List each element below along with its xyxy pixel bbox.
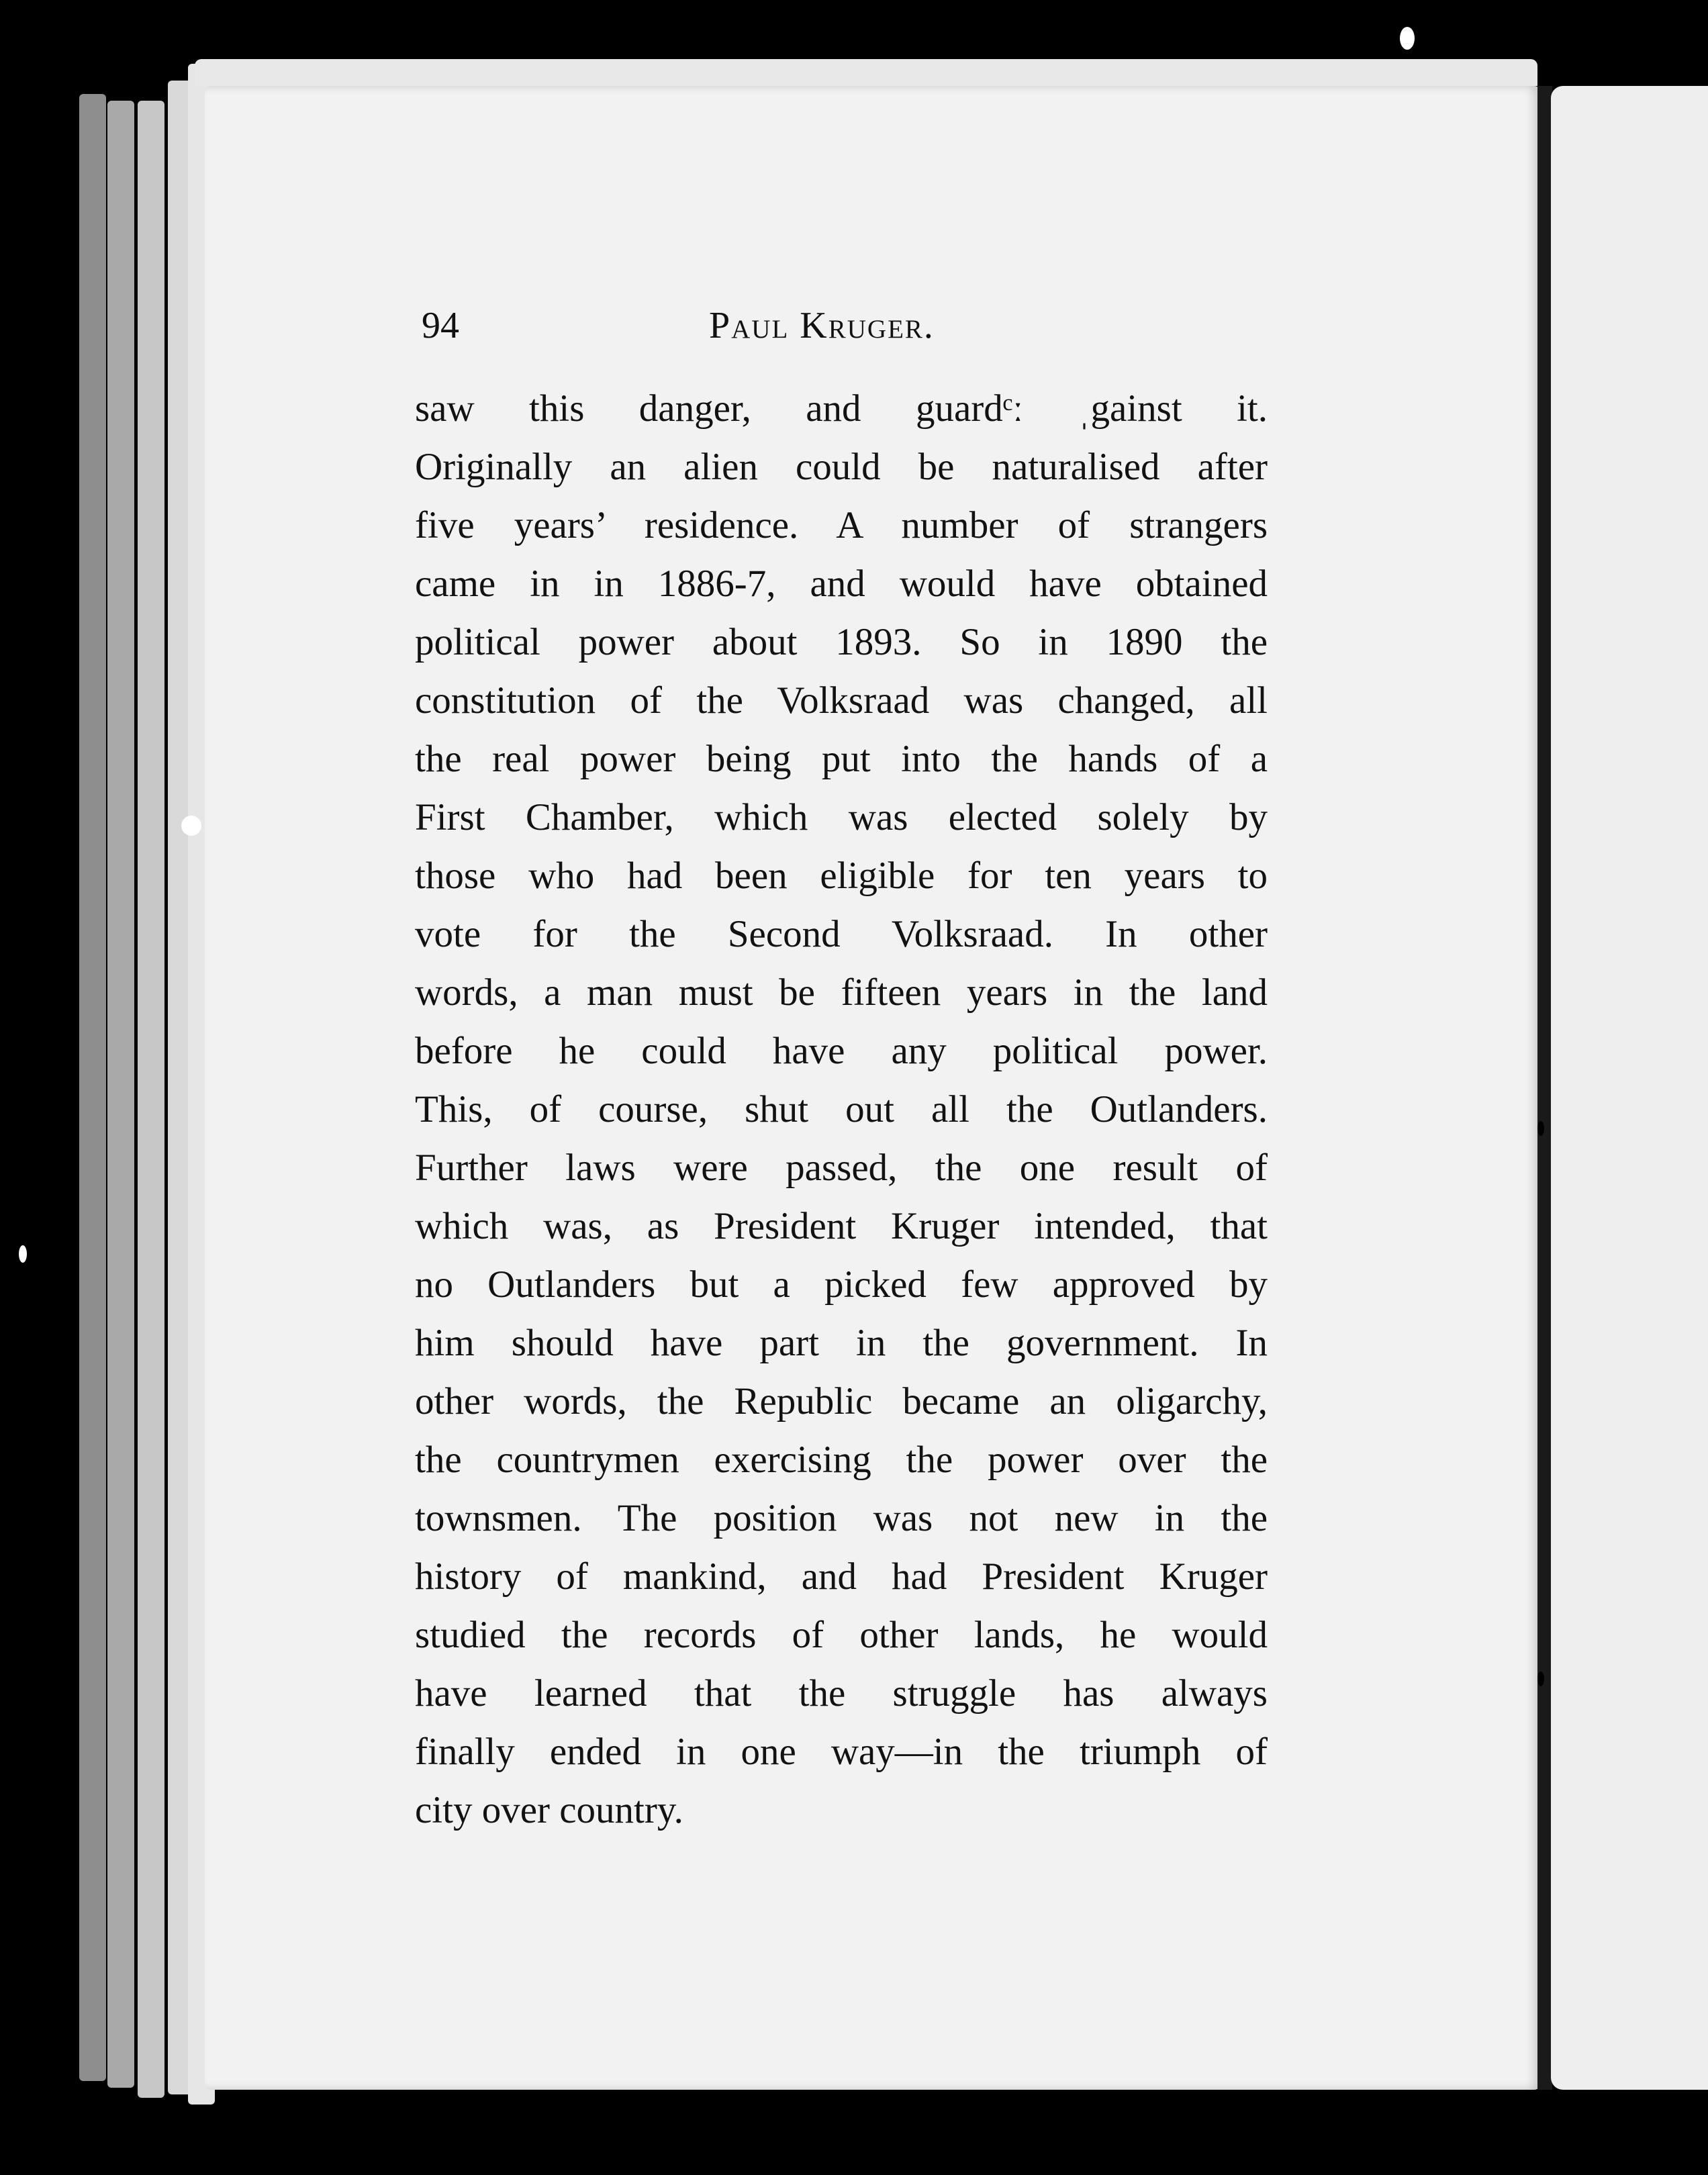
body-text xyxy=(415,379,1268,1839)
text-line: the countrymen exercising the power over the xyxy=(415,1439,1268,1481)
text-line: before he could have any political power. xyxy=(415,1030,1268,1072)
text-line: the real power being put into the hands of a xyxy=(415,738,1268,780)
page-edge xyxy=(138,101,164,2098)
page-edge xyxy=(79,94,106,2081)
text-line: This, of course, shut out all the Outlanders. xyxy=(415,1088,1268,1130)
facing-page xyxy=(1551,86,1708,2090)
text-line: studied the records of other lands, he would xyxy=(415,1614,1268,1656)
text-line: finally ended in one way—in the triumph of xyxy=(415,1731,1268,1773)
text-line: vote for the Second Volksraad. In other xyxy=(415,913,1268,955)
page-top-edge xyxy=(195,59,1537,86)
text-line: Originally an alien could be naturalised after xyxy=(415,446,1268,488)
text-line: city over country. xyxy=(415,1789,683,1831)
text-line: have learned that the struggle has always xyxy=(415,1672,1268,1714)
text-line: him should have part in the government. In xyxy=(415,1322,1268,1364)
text-line: other words, the Republic became an oligarchy, xyxy=(415,1380,1268,1422)
text-line: those who had been eligible for ten years to xyxy=(415,855,1268,897)
ink-speck xyxy=(1537,1121,1544,1136)
scan-blemish xyxy=(181,816,201,836)
text-line: political power about 1893. So in 1890 the xyxy=(415,621,1268,663)
running-head: Paul Kruger. xyxy=(709,305,935,346)
scan-blemish xyxy=(1400,27,1415,50)
text-line: history of mankind, and had President Kruger xyxy=(415,1555,1268,1598)
text-line: five years’ residence. A number of strangers xyxy=(415,504,1268,546)
text-line: Further laws were passed, the one result of xyxy=(415,1147,1268,1189)
text-line: words, a man must be fifteen years in the land xyxy=(415,971,1268,1014)
text-line: saw this danger, and guardᶜː ˌgainst it. xyxy=(415,387,1268,430)
text-line: First Chamber, which was elected solely by xyxy=(415,796,1268,838)
text-line: no Outlanders but a picked few approved by xyxy=(415,1263,1268,1306)
ink-speck xyxy=(1537,1672,1544,1686)
page-header xyxy=(422,302,1274,356)
text-line: came in in 1886-7, and would have obtained xyxy=(415,563,1268,605)
text-line: townsmen. The position was not new in the xyxy=(415,1497,1268,1539)
page-edge xyxy=(107,101,134,2088)
page-number: 94 xyxy=(422,305,459,346)
scan-blemish xyxy=(19,1245,27,1263)
book-gutter xyxy=(1537,86,1552,2090)
text-line: which was, as President Kruger intended, that xyxy=(415,1205,1268,1247)
text-line: constitution of the Volksraad was changed, all xyxy=(415,679,1268,722)
